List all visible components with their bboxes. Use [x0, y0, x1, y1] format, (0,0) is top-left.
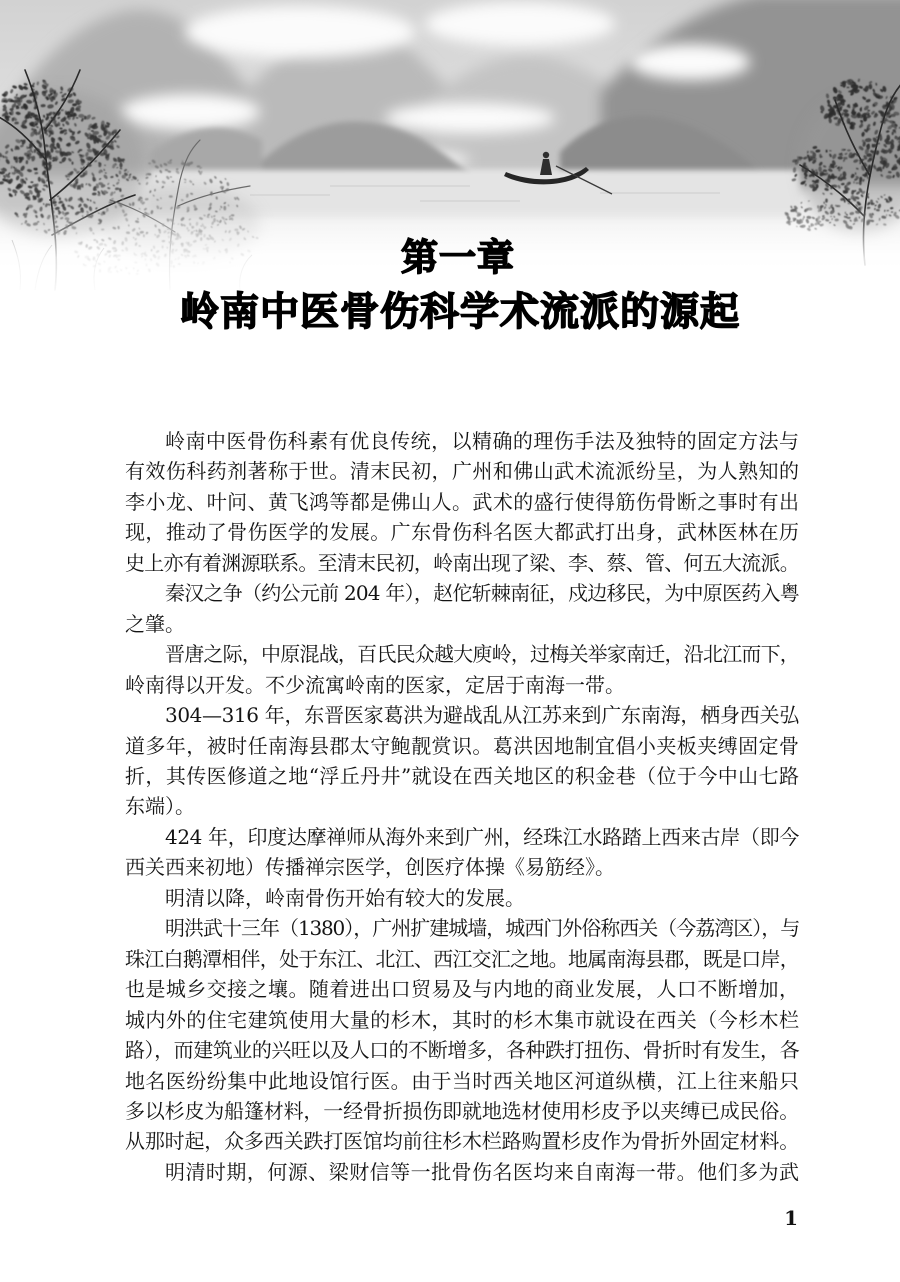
paragraph [125, 913, 799, 1157]
chapter-title: 岭南中医骨伤科学术流派的源起 [179, 290, 740, 335]
text-line: 有效伤科药剂著称于世。清末民初，广州和佛山武术流派纷呈，为人熟知的 [125, 459, 799, 484]
text-line: 道多年，被时任南海县郡太守鲍靓赏识。葛洪因地制宜倡小夹板夹缚固定骨 [125, 733, 799, 758]
paragraph [125, 426, 799, 578]
paragraph [125, 578, 799, 639]
text-line: 西关西来初地）传播禅宗医学，创医疗体操《易筋经》。 [125, 855, 615, 880]
paragraph [125, 700, 799, 822]
text-line: 地名医纷纷集中此地设馆行医。由于当时西关地区河道纵横，江上往来船只 [125, 1068, 799, 1093]
text-line: 秦汉之争（约公元前 204 年），赵佗斩棘南征，戍边移民，为中原医药入粤 [165, 581, 799, 606]
text-line: 珠江白鹅潭相伴，处于东江、北江、西江交汇之地。地属南海县郡，既是口岸， [125, 946, 799, 971]
text-line: 多以杉皮为船篷材料，一经骨折损伤即就地选材使用杉皮予以夹缚已成民俗。 [125, 1098, 799, 1123]
text-line: 从那时起，众多西关跌打医馆均前往杉木栏路购置杉皮作为骨折外固定材料。 [125, 1129, 799, 1154]
paragraph [125, 1157, 799, 1187]
text-line: 现，推动了骨伤医学的发展。广东骨伤科名医大都武打出身，武林医林在历 [125, 520, 799, 545]
text-line: 晋唐之际，中原混战，百氏民众越大庾岭，过梅关举家南迁，沿北江而下， [165, 642, 799, 667]
text-line: 之肇。 [125, 611, 185, 636]
paragraph [125, 883, 799, 913]
text-line: 折，其传医修道之地“浮丘丹井”就设在西关地区的积金巷（位于今中山七路 [125, 763, 799, 788]
body-text [125, 426, 799, 1187]
page-number: 1 [784, 1206, 798, 1230]
text-line: 路），而建筑业的兴旺以及人口的不断增多，各种跌打扭伤、骨折时有发生，各 [125, 1038, 799, 1063]
text-line: 明洪武十三年（1380），广州扩建城墙，城西门外俗称西关（今荔湾区），与 [165, 916, 799, 941]
paragraph [125, 822, 799, 883]
text-line: 李小龙、叶问、黄飞鸿等都是佛山人。武术的盛行使得筋伤骨断之事时有出 [125, 489, 799, 514]
text-line: 东端）。 [125, 794, 195, 819]
text-line: 304—316 年，东晋医家葛洪为避战乱从江苏来到广东南海，栖身西关弘 [165, 703, 799, 728]
text-line: 城内外的住宅建筑使用大量的杉木，其时的杉木集市就设在西关（今杉木栏 [125, 1007, 799, 1032]
text-line: 岭南中医骨伤科素有优良传统，以精确的理伤手法及独特的固定方法与 [165, 429, 799, 453]
chapter-number: 第一章 [401, 236, 515, 279]
text-line: 也是城乡交接之壤。随着进出口贸易及与内地的商业发展，人口不断增加， [125, 977, 799, 1002]
text-line: 史上亦有着渊源联系。至清末民初，岭南出现了梁、李、蔡、管、何五大流派。 [125, 550, 799, 575]
text-line: 岭南得以开发。不少流寓岭南的医家，定居于南海一带。 [125, 672, 625, 697]
paragraph [125, 639, 799, 700]
text-line: 424 年，印度达摩禅师从海外来到广州，经珠江水路踏上西来古岸（即今 [165, 824, 799, 849]
text-line: 明清以降，岭南骨伤开始有较大的发展。 [165, 885, 525, 910]
text-line: 明清时期，何源、梁财信等一批骨伤名医均来自南海一带。他们多为武 [165, 1159, 799, 1184]
